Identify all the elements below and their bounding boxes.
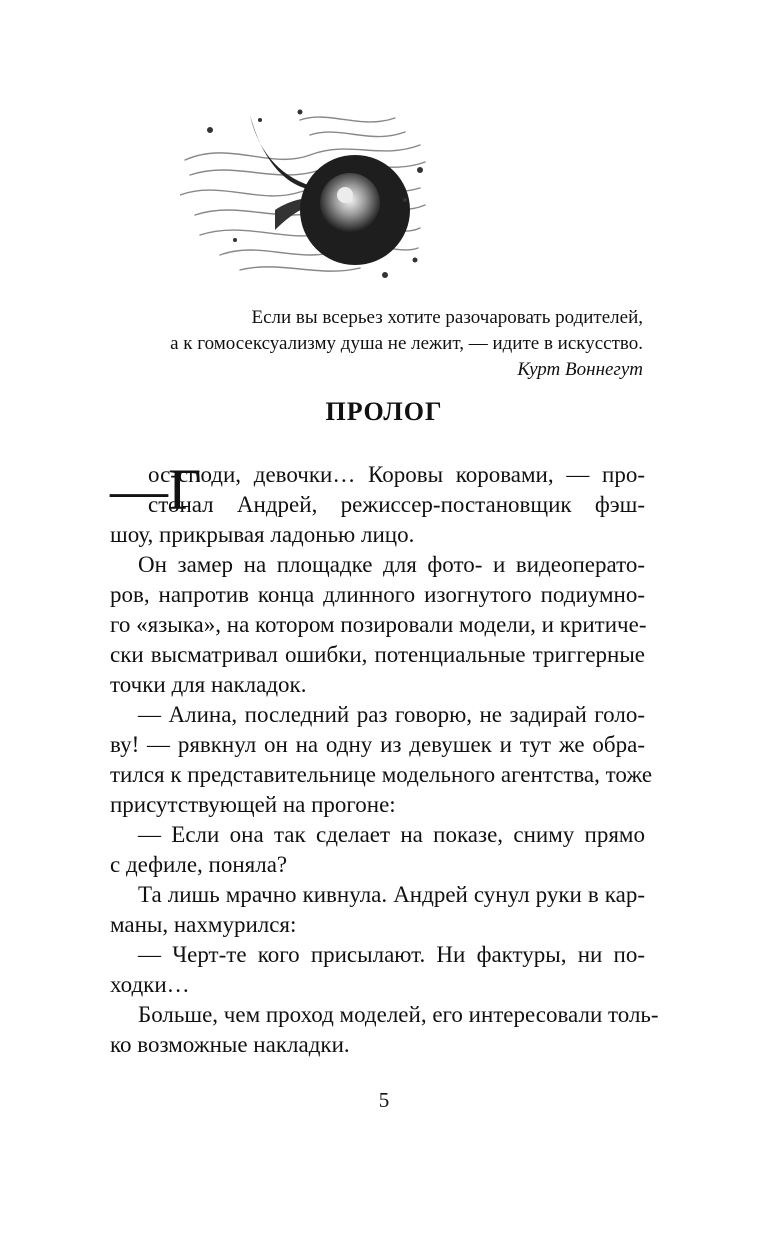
text-line: ву! — рявкнул он на одну из девушек и тут же обра- (110, 732, 645, 757)
text-line: маны, нахмурился: (110, 912, 297, 937)
text-line: ски высматривал ошибки, потенциальные триггерные (110, 642, 645, 667)
epigraph-author: Курт Воннегут (517, 359, 643, 380)
epigraph (123, 305, 643, 383)
epigraph-line: Если вы всерьез хотите разочаровать родителей, (251, 307, 643, 328)
page-number: 5 (378, 1088, 390, 1112)
text-line: го «языка», на котором позировали модели, и критиче- (110, 612, 647, 637)
text-line: Та лишь мрачно кивнула. Андрей сунул руки в кар- (138, 882, 645, 907)
drop-cap: —Г (110, 457, 202, 522)
text-line: точки для накладок. (110, 672, 307, 697)
chapter-body (110, 457, 659, 1060)
text-line: ходки… (110, 972, 190, 997)
text-line: — Алина, последний раз говорю, не задирай голо- (138, 702, 645, 727)
chapter-title: ПРОЛОГ (325, 397, 443, 426)
text-line: — Черт-те кого присылают. Ни фактуры, ни по- (138, 942, 645, 967)
epigraph-line: а к гомосексуализму душа не лежит, — идите в искусство. (170, 333, 643, 354)
text-line: ко возможные накладки. (110, 1032, 350, 1057)
text-line: шоу, прикрывая ладонью лицо. (110, 522, 415, 547)
text-line: стонал Андрей, режиссер-постановщик фэш- (148, 492, 645, 517)
text-line: Больше, чем проход моделей, его интересовали толь- (138, 1002, 659, 1027)
text-line: с дефиле, поняла? (110, 852, 288, 877)
text-line: тился к представительнице модельного агентства, тоже (110, 762, 653, 787)
text-line: — Если она так сделает на показе, сниму прямо (138, 822, 645, 847)
text-line: ос-споди, девочки… Коровы коровами, — про- (148, 462, 645, 487)
text-line: Он замер на площадке для фото- и видеоперато- (138, 552, 645, 577)
text-line: ров, напротив конца длинного изогнутого подиумно- (110, 582, 645, 607)
text-line: присутствующей на прогоне: (110, 792, 396, 817)
moon-wave-ornament-icon (180, 100, 430, 290)
